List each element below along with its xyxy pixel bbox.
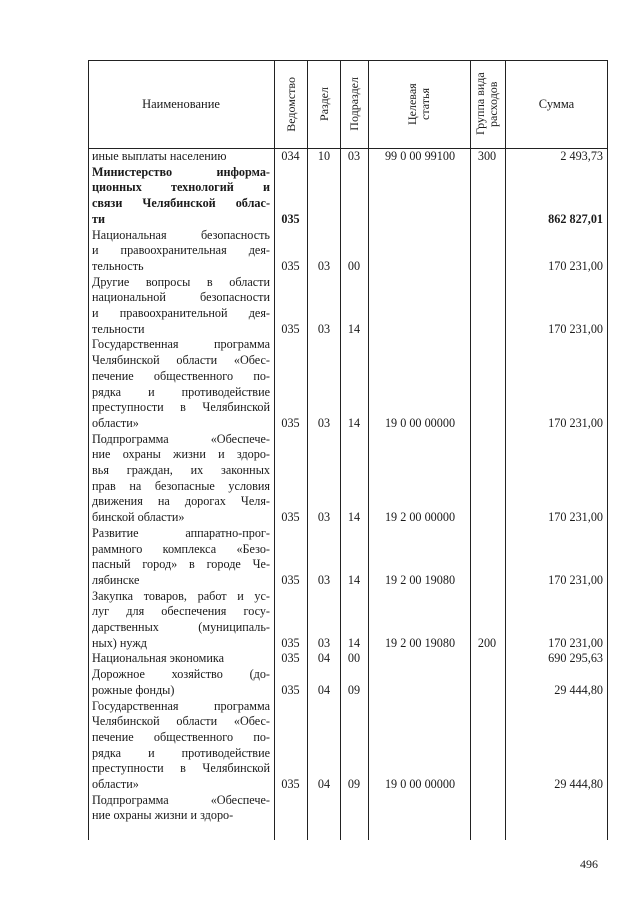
row-razdel: 03 [317,572,331,587]
row-vedomstvo: 035 [281,510,300,525]
row-name-line: связи Челябинской облас- [92,196,270,211]
row-summa: 170 231,00 [548,321,603,336]
row-name-line: и правоохранительной дея- [92,306,270,320]
row-celevaya: 19 0 00 00000 [384,777,456,791]
row-summa: 170 231,00 [548,510,603,525]
row-name-line: Челябинской области «Обес- [92,353,270,368]
row-podrazdel: 09 [347,682,361,697]
row-razdel: 04 [317,651,331,666]
row-name [92,165,270,228]
row-name [92,149,270,165]
row-vedomstvo: 035 [281,572,300,587]
table-row [88,149,608,165]
row-summa: 170 231,00 [548,415,603,430]
row-vedomstvo: 035 [281,211,300,226]
row-vedomstvo: 035 [281,415,300,430]
row-name-line: пасный город» в городе Че- [92,557,270,572]
row-name-line: Дорожное хозяйство (до- [92,667,270,682]
row-razdel: 10 [317,149,331,163]
row-name-line: и правоохранительная дея- [92,243,270,258]
header-summa: Сумма [538,96,575,111]
row-razdel: 03 [317,510,331,525]
row-name-line: печение общественного по- [92,368,270,383]
header-podrazdel: Подраздел [347,77,361,131]
header-razdel: Раздел [316,87,331,121]
row-vedomstvo: 035 [281,777,300,791]
row-podrazdel: 03 [347,149,361,163]
row-name-line: области» [92,777,139,792]
row-celevaya: 19 0 00 00000 [384,415,456,430]
row-name [92,432,270,526]
row-razdel: 04 [317,777,331,791]
header-gruppa-cell [471,60,505,148]
row-summa: 29 444,80 [554,682,603,697]
row-vedomstvo: 035 [281,258,300,273]
row-summa: 170 231,00 [548,258,603,273]
row-name-line: Национальная экономика [92,651,225,666]
row-name-line: ние охраны жизни и здоро- [92,808,234,823]
row-name-line: тельность [92,258,144,273]
row-name [92,667,270,698]
table-row [88,793,608,824]
row-name-line: преступности в Челябинской [92,761,270,776]
table-row [88,651,608,667]
row-podrazdel: 14 [347,510,361,525]
table-row [88,526,608,589]
row-name-line: рожные фонды) [92,682,175,697]
row-summa: 862 827,01 [548,211,603,226]
row-name-line: вья граждан, их законных [92,463,270,477]
row-name-line: Государственная программа [92,337,270,352]
row-name-line: национальной безопасности [92,290,270,305]
table-row [88,667,608,698]
row-name [92,526,270,589]
row-vedomstvo: 035 [281,651,300,666]
row-name [92,337,270,431]
row-celevaya: 19 2 00 19080 [384,635,456,650]
row-podrazdel: 14 [347,635,361,650]
row-name-line: Челябинской области «Обес- [92,714,270,729]
row-name-line: луг для обеспечения госу- [92,604,270,619]
header-vedomstvo: Ведомство [283,76,298,132]
table-row [88,228,608,275]
row-celevaya: 19 2 00 00000 [384,510,456,525]
row-name-line: Национальная безопасность [92,227,270,242]
row-name-line: ти [92,211,106,226]
row-razdel: 04 [317,682,331,697]
row-name-line: прав на безопасные условия [92,478,270,493]
row-vedomstvo: 035 [281,682,300,697]
header-celevaya: Целевая статья [404,83,432,125]
row-razdel: 03 [317,635,331,650]
row-vedomstvo: 035 [281,635,300,650]
row-gruppa: 300 [477,149,497,163]
row-podrazdel: 09 [347,777,361,791]
row-name-line: Подпрограмма «Обеспече- [92,431,270,446]
header-celevaya-cell [369,60,470,148]
row-gruppa: 200 [477,635,497,650]
header-name-cell [88,60,274,148]
table-row [88,432,608,526]
row-name-line: Закупка товаров, работ и ус- [92,588,270,603]
row-name-line: ционных технологий и [92,180,270,195]
header-name: Наименование [142,96,220,111]
row-name [92,589,270,652]
row-name-line: Подпрограмма «Обеспече- [92,792,270,807]
row-vedomstvo: 034 [281,149,300,163]
row-name [92,793,270,824]
row-name [92,275,270,338]
row-summa: 690 295,63 [548,651,603,666]
table-row [88,337,608,431]
header-razdel-cell [308,60,340,148]
row-celevaya: 99 0 00 99100 [384,149,456,163]
row-name-line: Государственная программа [92,698,270,713]
row-razdel: 03 [317,258,331,273]
row-name [92,699,270,793]
row-summa: 170 231,00 [548,572,603,587]
row-name-line: рядка и противодействие [92,384,270,399]
row-summa: 29 444,80 [554,777,603,791]
row-summa: 2 493,73 [560,149,603,163]
table-row [88,165,608,228]
row-name-line: преступности в Челябинской [92,400,270,415]
header-vedomstvo-cell [275,60,307,148]
row-name-line: движения на дорогах Челя- [92,494,270,509]
budget-table [88,60,608,840]
row-podrazdel: 14 [347,321,361,336]
row-name-line: Развитие аппаратно-прог- [92,525,270,540]
row-vedomstvo: 035 [281,321,300,336]
row-podrazdel: 00 [347,651,361,666]
row-celevaya: 19 2 00 19080 [384,572,456,587]
header-podrazdel-cell [341,60,368,148]
header-summa-cell [506,60,607,148]
row-razdel: 03 [317,321,331,336]
row-name-line: ние охраны жизни и здоро- [92,447,270,462]
row-podrazdel: 14 [347,572,361,587]
table-row [88,275,608,338]
row-name-line: печение общественного по- [92,729,270,744]
row-summa: 170 231,00 [548,635,603,650]
row-razdel: 03 [317,415,331,430]
table-row [88,589,608,652]
row-name-line: раммного комплекса «Безо- [92,541,270,556]
row-name [92,228,270,275]
row-name-line: лябинске [92,572,140,587]
row-name-line: иные выплаты населению [92,149,227,163]
row-name-line: ных) нужд [92,635,147,650]
row-name-line: рядка и противодействие [92,745,270,760]
table-row [88,699,608,793]
row-name-line: Министерство информа- [92,164,270,179]
row-name-line: тельности [92,321,145,336]
row-podrazdel: 00 [347,258,361,273]
row-name-line: дарственных (муниципаль- [92,620,270,634]
row-name [92,651,270,667]
row-podrazdel: 14 [347,415,361,430]
row-name-line: Другие вопросы в области [92,274,270,289]
row-name-line: бинской области» [92,510,185,525]
row-name-line: области» [92,415,139,430]
page-number: 496 [580,857,598,871]
header-gruppa: Группа вида расходов [473,72,500,136]
